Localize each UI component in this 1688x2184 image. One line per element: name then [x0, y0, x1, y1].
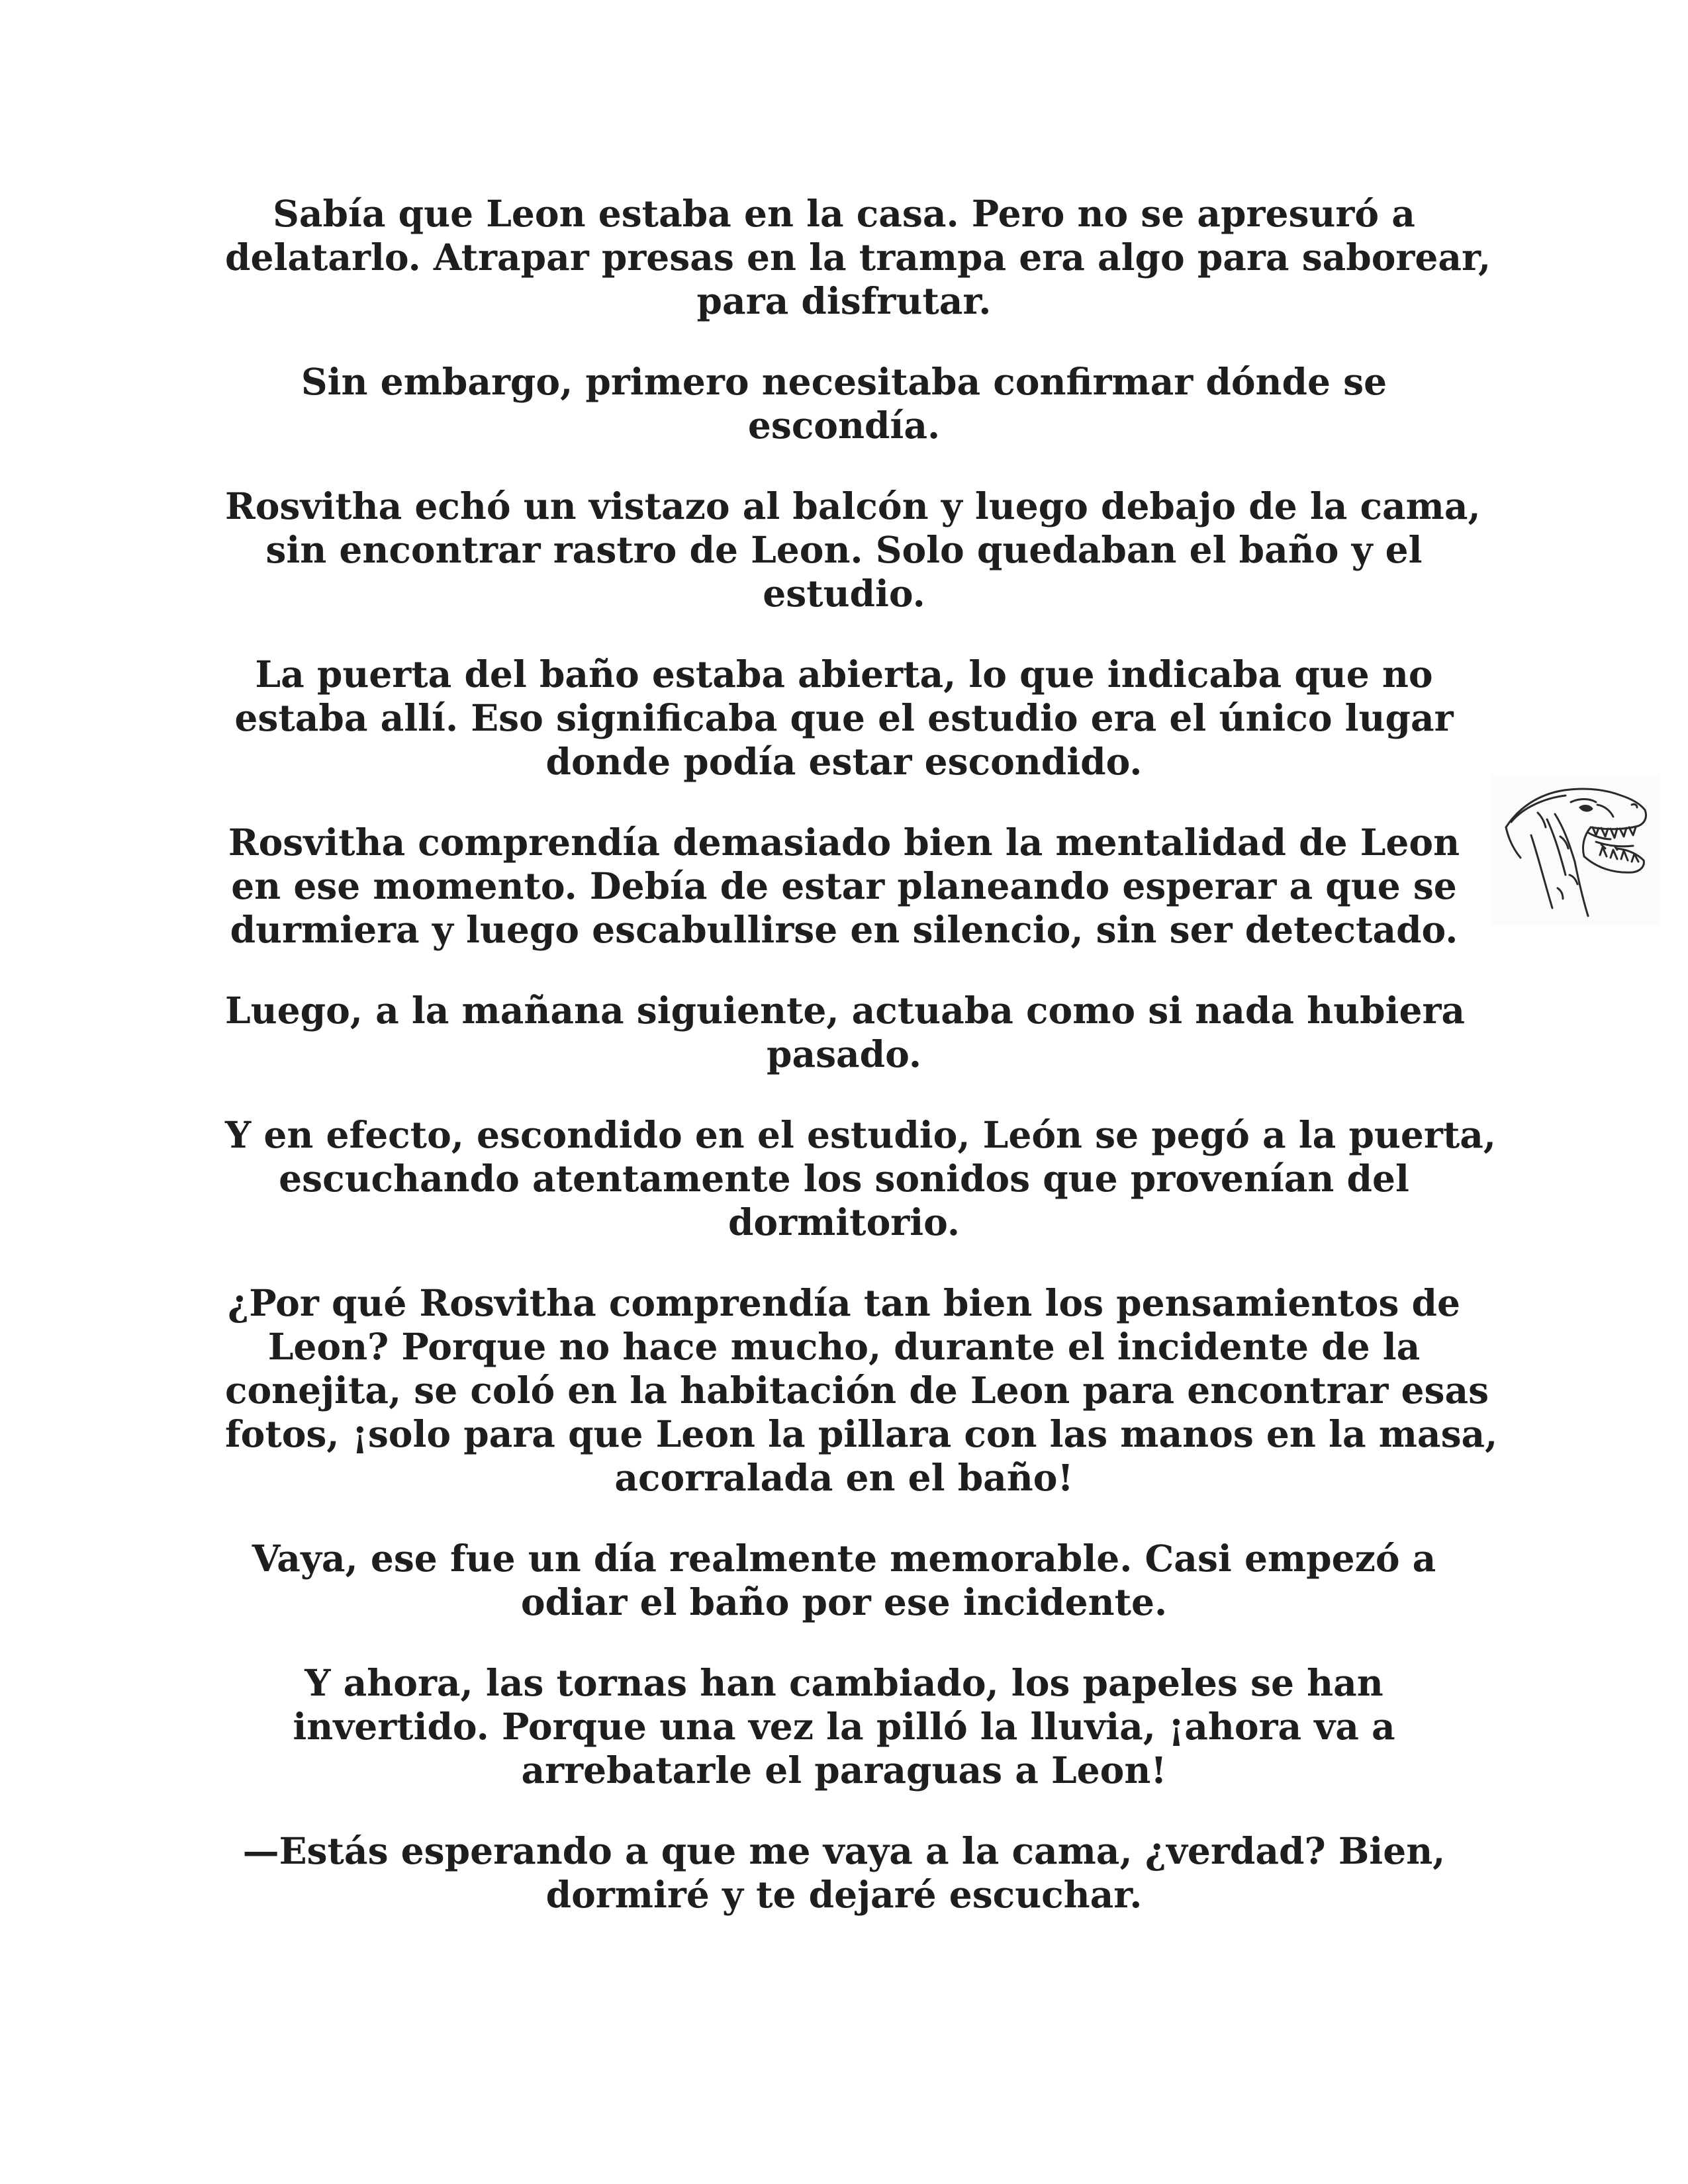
- paragraph: [225, 1661, 1463, 1792]
- text-line: invertido. Porque una vez la pilló la lluvia, ¡ahora va a: [293, 1705, 1395, 1748]
- text-line: para disfrutar.: [696, 279, 992, 322]
- text-line: donde podía estar escondido.: [545, 740, 1143, 783]
- text-line: conejita, se coló en la habitación de Leon para encontrar esas: [225, 1369, 1489, 1412]
- paragraph: [225, 484, 1481, 615]
- dinosaur-head-sketch-icon: [1491, 776, 1660, 925]
- paragraph: [225, 653, 1463, 784]
- paragraph: [225, 1537, 1463, 1624]
- text-line: Y en efecto, escondido en el estudio, León se pegó a la puerta,: [225, 1113, 1497, 1156]
- paragraph: [225, 1113, 1497, 1244]
- text-line: Leon? Porque no hace mucho, durante el incidente de la: [267, 1325, 1421, 1368]
- text-line: odiar el baño por ese incidente.: [520, 1580, 1168, 1623]
- text-line: dormiré y te dejaré escuchar.: [545, 1873, 1143, 1916]
- text-line: Sabía que Leon estaba en la casa. Pero no se apresuró a: [273, 192, 1415, 235]
- text-line: acorralada en el baño!: [614, 1456, 1074, 1499]
- text-line: fotos, ¡solo para que Leon la pillara con las manos en la masa,: [225, 1412, 1498, 1455]
- text-line: escondía.: [747, 404, 941, 447]
- text-line: pasado.: [766, 1032, 922, 1075]
- text-line: estudio.: [763, 572, 925, 615]
- text-line: Rosvitha comprendía demasiado bien la mentalidad de Leon: [228, 821, 1460, 864]
- text-line: estaba allí. Eso significaba que el estudio era el único lugar: [234, 696, 1454, 739]
- paragraph: [225, 989, 1466, 1076]
- text-line: Y ahora, las tornas han cambiado, los papeles se han: [305, 1661, 1383, 1704]
- text-line: Luego, a la mañana siguiente, actuaba como si nada hubiera: [225, 989, 1466, 1032]
- text-line: dormitorio.: [727, 1201, 961, 1244]
- text-line: La puerta del baño estaba abierta, lo que indicaba que no: [255, 653, 1433, 696]
- text-line: durmiera y luego escabullirse en silencio, sin ser detectado.: [230, 908, 1458, 951]
- paragraph: [225, 1829, 1463, 1917]
- text-line: sin encontrar rastro de Leon. Solo quedaban el baño y el: [265, 528, 1423, 571]
- paragraph: [225, 821, 1463, 952]
- text-line: escuchando atentamente los sonidos que provenían del: [279, 1157, 1409, 1200]
- text-line: Vaya, ese fue un día realmente memorable. Casi empezó a: [252, 1537, 1436, 1580]
- text-line: Sin embargo, primero necesitaba confirmar dónde se: [301, 360, 1387, 403]
- text-line: ¿Por qué Rosvitha comprendía tan bien los pensamientos de: [228, 1281, 1460, 1324]
- text-line: Rosvitha echó un vistazo al balcón y luego debajo de la cama,: [225, 484, 1481, 527]
- paragraph: [225, 1281, 1498, 1500]
- text-line: delatarlo. Atrapar presas en la trampa era algo para saborear,: [225, 236, 1491, 279]
- text-line: en ese momento. Debía de estar planeando esperar a que se: [231, 864, 1457, 907]
- paragraph: [225, 360, 1463, 447]
- body-text: [225, 192, 1498, 1954]
- paragraph: [225, 192, 1491, 323]
- text-line: arrebatarle el paraguas a Leon!: [521, 1749, 1167, 1792]
- text-line: —Estás esperando a que me vaya a la cama, ¿verdad? Bien,: [242, 1829, 1446, 1872]
